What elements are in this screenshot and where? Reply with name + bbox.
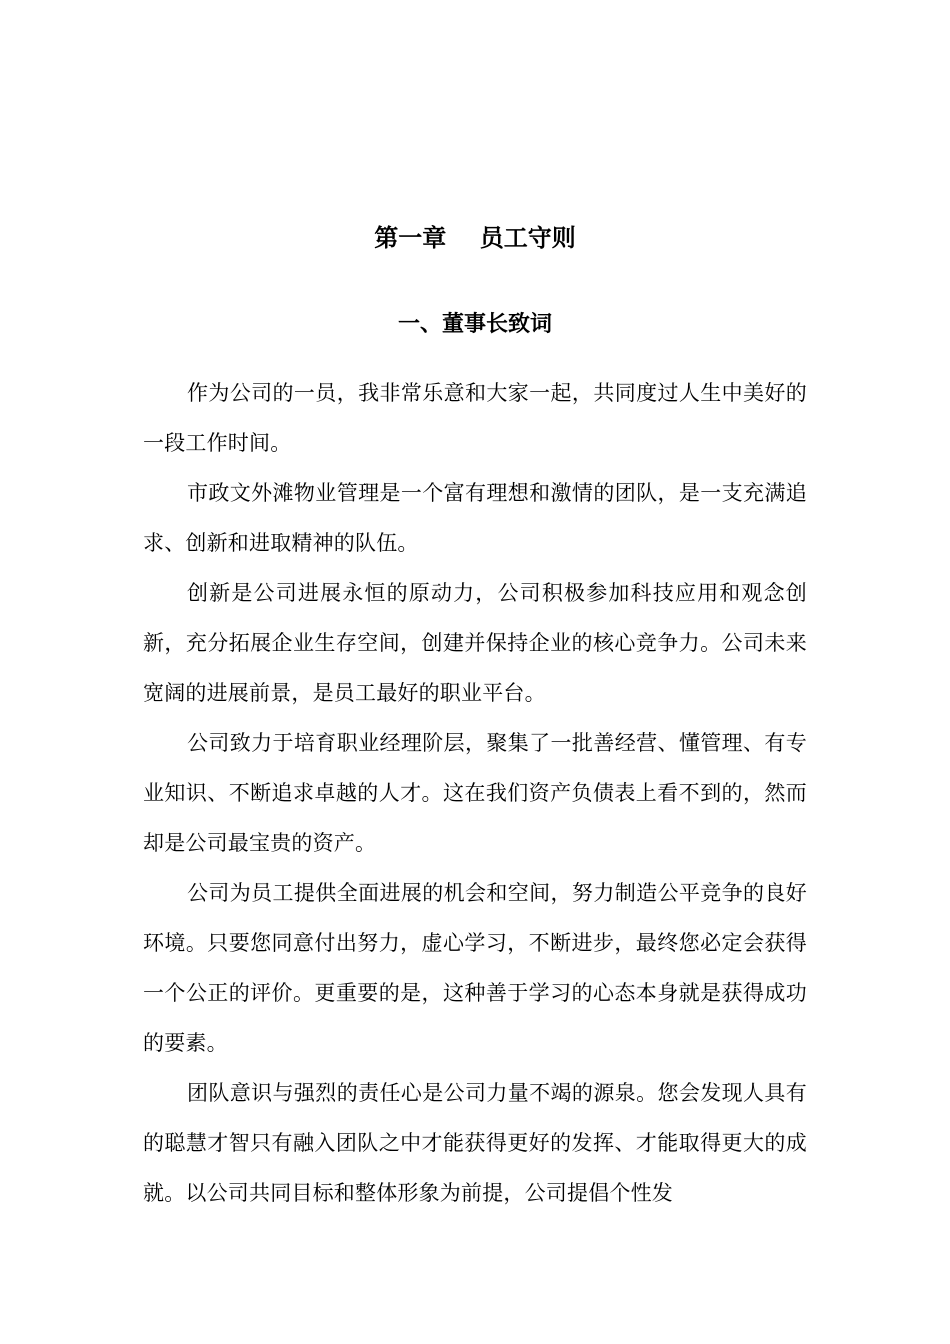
section-title: 一、董事长致词 [397, 312, 552, 337]
paragraph: 团队意识与强烈的责任心是公司力量不竭的源泉。您会发现人具有的聪慧才智只有融入团队之中才能获得更好的发挥、才能取得更大的成就。以公司共同目标和整体形象为前提，公司提倡个性发 [143, 1081, 807, 1205]
paragraph: 作为公司的一员，我非常乐意和大家一起，共同度过人生中美好的一段工作时间。 [143, 381, 807, 455]
paragraph: 市政文外滩物业管理是一个富有理想和激情的团队，是一支充满追求、创新和进取精神的队伍。 [143, 481, 807, 555]
paragraph: 公司为员工提供全面进展的机会和空间，努力制造公平竞争的良好环境。只要您同意付出努力，虚心学习，不断进步，最终您必定会获得一个公正的评价。更重要的是，这种善于学习的心态本身就是获得成功的要素。 [143, 881, 807, 1055]
paragraph: 公司致力于培育职业经理阶层，聚集了一批善经营、懂管理、有专业知识、不断追求卓越的人才。这在我们资产负债表上看不到的，然而却是公司最宝贵的资产。 [143, 731, 807, 855]
paragraph: 创新是公司进展永恒的原动力，公司积极参加科技应用和观念创新，充分拓展企业生存空间，创建并保持企业的核心竞争力。公司未来宽阔的进展前景，是员工最好的职业平台。 [143, 581, 807, 705]
document-body [143, 368, 807, 1218]
chapter-title: 第一章 员工守则 [374, 224, 576, 252]
